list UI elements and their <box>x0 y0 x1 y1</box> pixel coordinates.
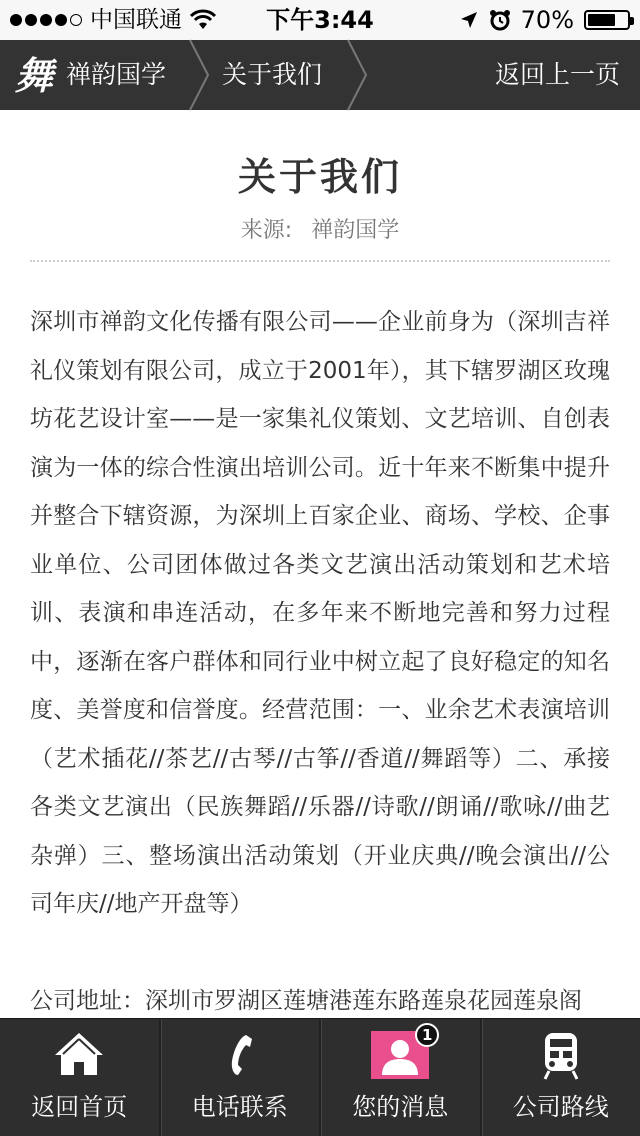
article-source <box>0 213 640 244</box>
page-title: 关于我们 <box>237 155 402 199</box>
battery-percent: 70% <box>520 6 574 34</box>
back-button[interactable]: 返回上一页 <box>494 60 620 89</box>
status-bar <box>0 0 640 40</box>
user-message-icon <box>371 1026 433 1079</box>
status-right <box>459 0 630 40</box>
article-body: 深圳市禅韵文化传播有限公司——企业前身为（深圳吉祥礼仪策划有限公司，成立于2001年），其下辖罗湖区玫瑰坊花艺设计室——是一家集礼仪策划、文艺培训、自创表演为一体的综合性演出培训公司。近十年来不断集中提升并整合下辖资源，为深圳上百家企业、商场、学校、企事业单位、公司团体做过各类文艺演出活动策划和艺术培训、表演和串连活动，在多年来不断地完善和努力过程中，逐渐在客户群体和同行业中树立起了良好稳定的知名度、美誉度和信誉度。经营范围：一、业余艺术表演培训（艺术插花//茶艺//古琴//古筝//香道//舞蹈等）二、承接各类文艺演出（民族舞蹈//乐器//诗歌//朗诵//歌咏//曲艺杂弹）三、整场演出活动策划（开业庆典//晚会演出//公司年庆//地产开盘等） <box>30 309 610 917</box>
tab-route[interactable] <box>480 1019 640 1136</box>
breadcrumb-separator-icon <box>346 40 368 110</box>
battery-icon <box>584 10 630 30</box>
source-label: 来源: <box>240 218 293 243</box>
alarm-clock-icon <box>489 9 511 31</box>
svg-text:舞: 舞 <box>14 53 54 98</box>
brand-logo-icon[interactable] <box>14 49 54 101</box>
nav-bar <box>0 40 640 110</box>
tab-route-label: 公司路线 <box>512 1093 609 1121</box>
carrier-name: 中国联通 <box>90 7 182 33</box>
breadcrumb-current: 关于我们 <box>222 60 323 89</box>
tab-home[interactable] <box>0 1019 159 1136</box>
status-time: 下午3:44 <box>266 6 374 34</box>
article-content[interactable] <box>0 110 640 1018</box>
breadcrumb-separator-icon <box>188 40 210 110</box>
bottom-tab-bar <box>0 1018 640 1136</box>
phone-icon <box>210 1029 270 1081</box>
location-arrow-icon <box>459 10 479 30</box>
tab-phone-label: 电话联系 <box>191 1093 288 1121</box>
tab-messages[interactable] <box>319 1019 480 1136</box>
breadcrumb-home[interactable]: 禅韵国学 <box>66 60 167 89</box>
home-icon <box>49 1029 109 1081</box>
source-value: 禅韵国学 <box>311 218 400 243</box>
divider <box>30 260 610 262</box>
company-address: 公司地址：深圳市罗湖区莲塘港莲东路莲泉花园莲泉阁 <box>30 987 582 1014</box>
train-icon <box>531 1029 591 1081</box>
tab-phone[interactable] <box>159 1019 320 1136</box>
message-count-badge: 1 <box>415 1023 439 1047</box>
tab-messages-label: 您的消息 <box>352 1093 449 1121</box>
tab-home-label: 返回首页 <box>31 1093 128 1121</box>
battery-fill <box>588 14 615 26</box>
